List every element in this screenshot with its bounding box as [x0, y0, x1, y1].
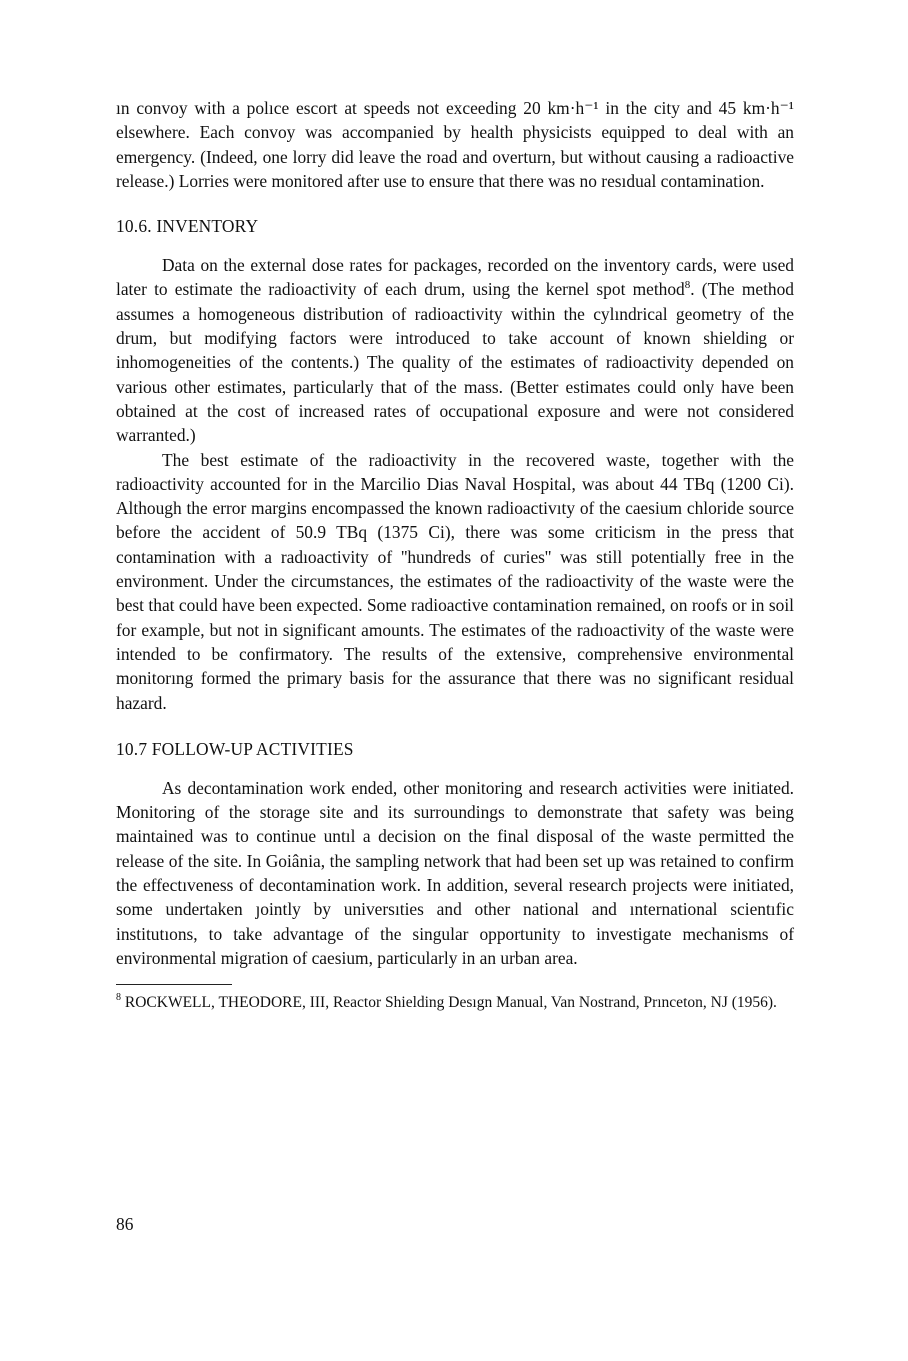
footnote [116, 992, 794, 1014]
paragraph-best-estimate: The best estimate of the radioactivity in the recovered waste, together with the radioactivity accounted for in the Marcilio Dias Naval Hospital, was about 44 TBq (1200 Ci). Although the error margins encompassed the known radioactivıty of the caesium chloride source before the accident of 50.9 TBq (1375 Ci), there was some criticism in the press that contamination with a radıoactivity of ''hundreds of curies'' was still potentially free in the environment. Under the circumstances, the estimates of the radioactivity of the waste were the best that could have been expected. Some radioactive contamination remained, on roofs or in soil for example, but not in significant amounts. The estimates of the radıoactivity of the waste were intended to be confirmatory. The results of the extensive, comprehensive environmental monitorıng formed the primary basis for the assurance that there was no significant residual hazard. [116, 449, 794, 713]
footnote-text: ROCKWELL, THEODORE, III, Reactor Shielding Desıgn Manual, Van Nostrand, Prınceton, NJ (1956). [121, 994, 777, 1012]
page-body [116, 96, 794, 1014]
dose-rates-text-a: Data on the external dose rates for packages, recorded on the inventory cards, were used later to estimate the radioactivity of each drum, using the kernel spot method [116, 255, 794, 300]
paragraph-convoy: ın convoy with a polıce escort at speeds not exceeding 20 km·h⁻¹ in the city and 45 km·h⁻¹ elsewhere. Each convoy was accompanied by health physicists equipped to deal with an emergency. (Indeed, one lorry did leave the road and overturn, but without causing a radioactive release.) Lorries were monitored after use to ensure that there was no resıdual contamination. [116, 98, 794, 191]
footnote-divider [116, 984, 232, 985]
footnote-reference: 8 [684, 278, 691, 291]
heading-follow-up: 10.7 FOLLOW-UP ACTIVITIES [116, 738, 354, 759]
paragraph-follow-up: As decontamination work ended, other monitoring and research activities were initiated. Monitoring of the storage site and its surroundings to demonstrate that safety was being maintained was to continue untıl a decision on the final disposal of the waste permitted the release of the site. In Goiânia, the sampling network that had been set up was retained to confirm the effectıveness of decontamination work. In addition, several research projects were initiated, some undertaken ȷointly by universıties and other national and ınternational scientıfic institutıons, to take advantage of the singular opportunity to investigate mechanisms of environmental migration of caesium, particularly in an urban area. [116, 777, 794, 968]
page-number: 86 [116, 1214, 134, 1234]
dose-rates-text-b: . (The method assumes a homogeneous distribution of radioactivity within the cylındrical geometry of the drum, but modifying factors were introduced to take account of known shielding or inhomogeneities of the contents.) The quality of the estimates of radioactivity depended on various other estimates, particularly that of the mass. (Better estimates could only have been obtained at the cost of increased rates of occupational exposure and were not considered warranted.) [116, 279, 794, 446]
heading-inventory: 10.6. INVENTORY [116, 216, 259, 237]
paragraph-dose-rates [116, 253, 794, 447]
footnote-marker: 8 [116, 992, 121, 1004]
